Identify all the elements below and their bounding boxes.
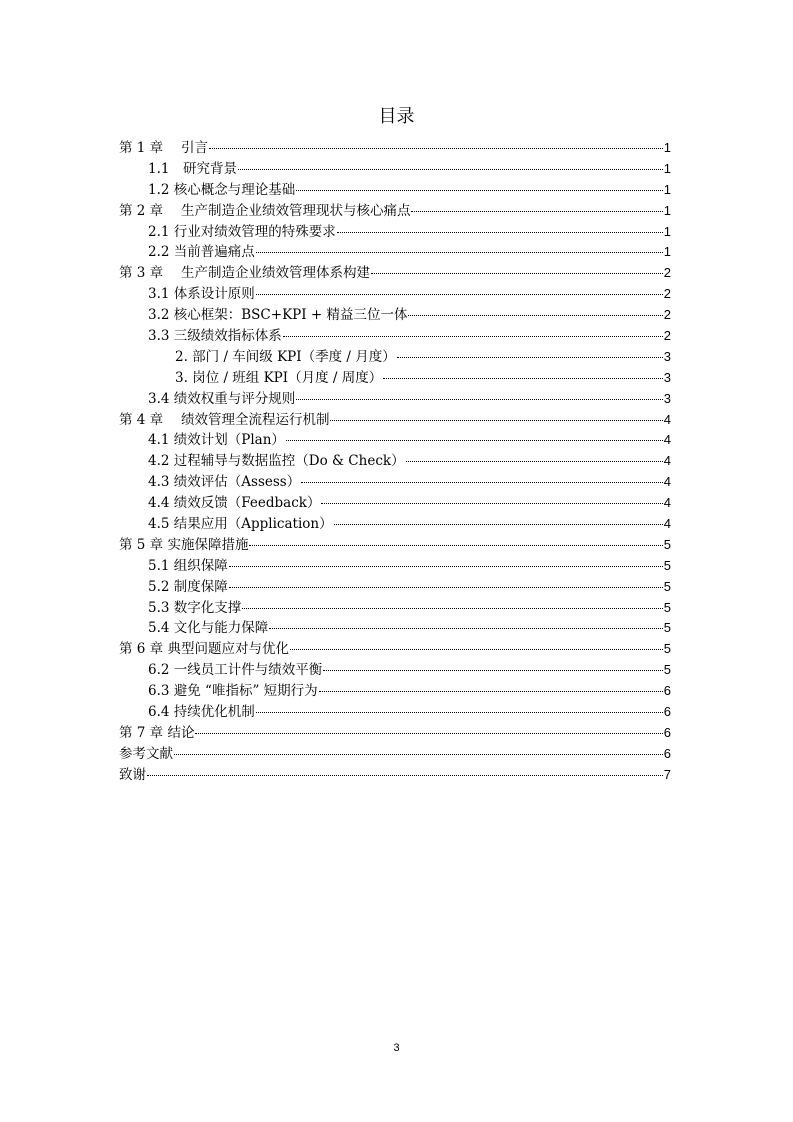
toc-entry-title: 2.1 行业对绩效管理的特殊要求	[148, 223, 336, 240]
toc-entry-title: 3.1 体系设计原则	[148, 286, 255, 303]
toc-entry-title: 3.3 三级绩效指标体系	[148, 328, 282, 345]
dot-leader	[256, 294, 663, 295]
toc-entry-page: 2	[663, 307, 671, 323]
toc-entry[interactable]	[119, 159, 671, 180]
toc-title: 目录	[378, 106, 415, 127]
toc-entry[interactable]	[119, 263, 671, 284]
toc-entry-page: 6	[663, 724, 671, 740]
toc-entry[interactable]	[119, 451, 671, 472]
toc-entry-title: 第 5 章 实施保障措施	[119, 536, 249, 553]
toc-entry-title: 1.1 研究背景	[148, 160, 237, 177]
toc-entry-page: 2	[663, 286, 671, 302]
dot-leader	[238, 169, 663, 170]
toc-entry-title: 6.2 一线员工计件与绩效平衡	[148, 662, 323, 679]
toc-entry-title: 3. 岗位 / 班组 KPI（月度 / 周度）	[175, 369, 383, 386]
dot-leader	[269, 628, 663, 629]
toc-entry[interactable]	[119, 430, 671, 451]
toc-entry-title: 5.2 制度保障	[148, 578, 228, 595]
toc-entry-page: 1	[663, 181, 671, 197]
dot-leader	[229, 587, 663, 588]
dot-leader	[319, 691, 663, 692]
toc-entry-page: 4	[663, 453, 671, 469]
toc-entry-page: 5	[663, 578, 671, 594]
table-of-contents	[119, 138, 671, 786]
toc-entry-page: 5	[663, 557, 671, 573]
toc-entry-page: 4	[663, 432, 671, 448]
dot-leader	[286, 440, 663, 441]
toc-entry[interactable]	[119, 618, 671, 639]
toc-entry-title: 第 6 章 典型问题应对与优化	[119, 641, 289, 658]
toc-entry-page: 5	[663, 662, 671, 678]
dot-leader	[283, 336, 663, 337]
toc-entry-page: 5	[663, 641, 671, 657]
dot-leader	[397, 357, 663, 358]
toc-entry-title: 第 2 章 生产制造企业绩效管理现状与核心痛点	[119, 202, 411, 219]
toc-entry[interactable]	[119, 305, 671, 326]
toc-entry[interactable]	[119, 284, 671, 305]
toc-entry-page: 6	[663, 745, 671, 761]
dot-leader	[256, 252, 663, 253]
toc-entry-title: 4.3 绩效评估（Assess）	[148, 474, 301, 491]
toc-entry-title: 4.1 绩效计划（Plan）	[148, 432, 285, 449]
toc-entry-title: 第 7 章 结论	[119, 724, 195, 741]
toc-entry-title: 致谢	[119, 766, 146, 783]
toc-entry-page: 1	[663, 140, 671, 155]
toc-entry[interactable]	[119, 472, 671, 493]
toc-entry-page: 2	[663, 328, 671, 344]
toc-entry-title: 1.2 核心概念与理论基础	[148, 181, 296, 198]
toc-entry-page: 3	[663, 390, 671, 406]
dot-leader	[209, 148, 663, 149]
toc-entry-title: 6.3 避免 “唯指标” 短期行为	[148, 683, 318, 700]
toc-entry-title: 参考文献	[119, 745, 173, 762]
dot-leader	[290, 649, 663, 650]
dot-leader	[371, 273, 663, 274]
toc-entry-page: 1	[663, 244, 671, 260]
toc-entry[interactable]	[119, 410, 671, 431]
toc-entry[interactable]	[119, 702, 671, 723]
toc-entry-page: 2	[663, 265, 671, 281]
toc-entry-page: 4	[663, 495, 671, 511]
toc-entry-title: 6.4 持续优化机制	[148, 704, 255, 721]
dot-leader	[296, 399, 663, 400]
toc-entry-title: 4.2 过程辅导与数据监控（Do & Check）	[148, 453, 405, 470]
toc-entry[interactable]	[119, 681, 671, 702]
toc-entry[interactable]	[119, 347, 671, 368]
dot-leader	[337, 232, 663, 233]
toc-entry[interactable]	[119, 723, 671, 744]
dot-leader	[411, 211, 662, 212]
toc-entry-page: 1	[663, 202, 671, 218]
dot-leader	[330, 420, 662, 421]
toc-entry[interactable]	[119, 493, 671, 514]
dot-leader	[256, 712, 663, 713]
toc-entry-page: 6	[663, 683, 671, 699]
toc-entry[interactable]	[119, 201, 671, 222]
toc-entry[interactable]	[119, 639, 671, 660]
toc-entry-page: 5	[663, 536, 671, 552]
dot-leader	[174, 754, 663, 755]
toc-entry[interactable]	[119, 535, 671, 556]
toc-entry-title: 2. 部门 / 车间级 KPI（季度 / 月度）	[175, 348, 396, 365]
toc-entry-title: 第 3 章 生产制造企业绩效管理体系构建	[119, 265, 370, 282]
toc-entry-title: 4.4 绩效反馈（Feedback）	[148, 495, 321, 512]
toc-entry-page: 1	[663, 223, 671, 239]
toc-entry-page: 5	[663, 599, 671, 615]
dot-leader	[323, 670, 663, 671]
toc-entry-page: 3	[663, 369, 671, 385]
toc-entry-page: 7	[663, 766, 671, 782]
dot-leader	[406, 461, 663, 462]
toc-entry[interactable]	[119, 577, 671, 598]
toc-entry-page: 4	[663, 411, 671, 427]
toc-entry-page: 5	[663, 620, 671, 636]
toc-entry[interactable]	[119, 389, 671, 410]
toc-entry-title: 第 1 章 引言	[119, 140, 208, 156]
toc-entry[interactable]	[119, 598, 671, 619]
toc-entry[interactable]	[119, 514, 671, 535]
toc-entry-title: 5.1 组织保障	[148, 557, 228, 574]
toc-entry-page: 4	[663, 474, 671, 490]
dot-leader	[296, 190, 663, 191]
dot-leader	[249, 545, 662, 546]
toc-entry[interactable]	[119, 744, 671, 765]
page-number: 3	[393, 1042, 400, 1054]
toc-entry-title: 5.3 数字化支撑	[148, 599, 242, 616]
toc-entry[interactable]	[119, 326, 671, 347]
dot-leader	[242, 608, 663, 609]
toc-entry-page: 6	[663, 704, 671, 720]
toc-entry-page: 4	[663, 516, 671, 532]
toc-entry[interactable]	[119, 242, 671, 263]
toc-entry[interactable]	[119, 660, 671, 681]
toc-entry-page: 1	[663, 160, 671, 176]
toc-entry-title: 3.2 核心框架：BSC+KPI + 精益三位一体	[148, 307, 408, 324]
toc-entry-title: 4.5 结果应用（Application）	[148, 516, 333, 533]
dot-leader	[229, 566, 663, 567]
toc-entry[interactable]	[119, 368, 671, 389]
dot-leader	[408, 315, 662, 316]
toc-entry[interactable]	[119, 222, 671, 243]
toc-entry[interactable]	[119, 765, 671, 786]
dot-leader	[383, 378, 663, 379]
toc-entry-title: 3.4 绩效权重与评分规则	[148, 390, 296, 407]
dot-leader	[195, 733, 662, 734]
dot-leader	[147, 775, 663, 776]
toc-entry[interactable]	[119, 180, 671, 201]
toc-entry-title: 第 4 章 绩效管理全流程运行机制	[119, 411, 330, 428]
toc-entry-title: 5.4 文化与能力保障	[148, 620, 269, 637]
dot-leader	[334, 524, 663, 525]
toc-entry-title: 2.2 当前普遍痛点	[148, 244, 255, 261]
toc-entry[interactable]	[119, 138, 671, 159]
toc-entry[interactable]	[119, 556, 671, 577]
toc-entry-page: 3	[663, 348, 671, 364]
dot-leader	[321, 503, 662, 504]
dot-leader	[301, 482, 663, 483]
